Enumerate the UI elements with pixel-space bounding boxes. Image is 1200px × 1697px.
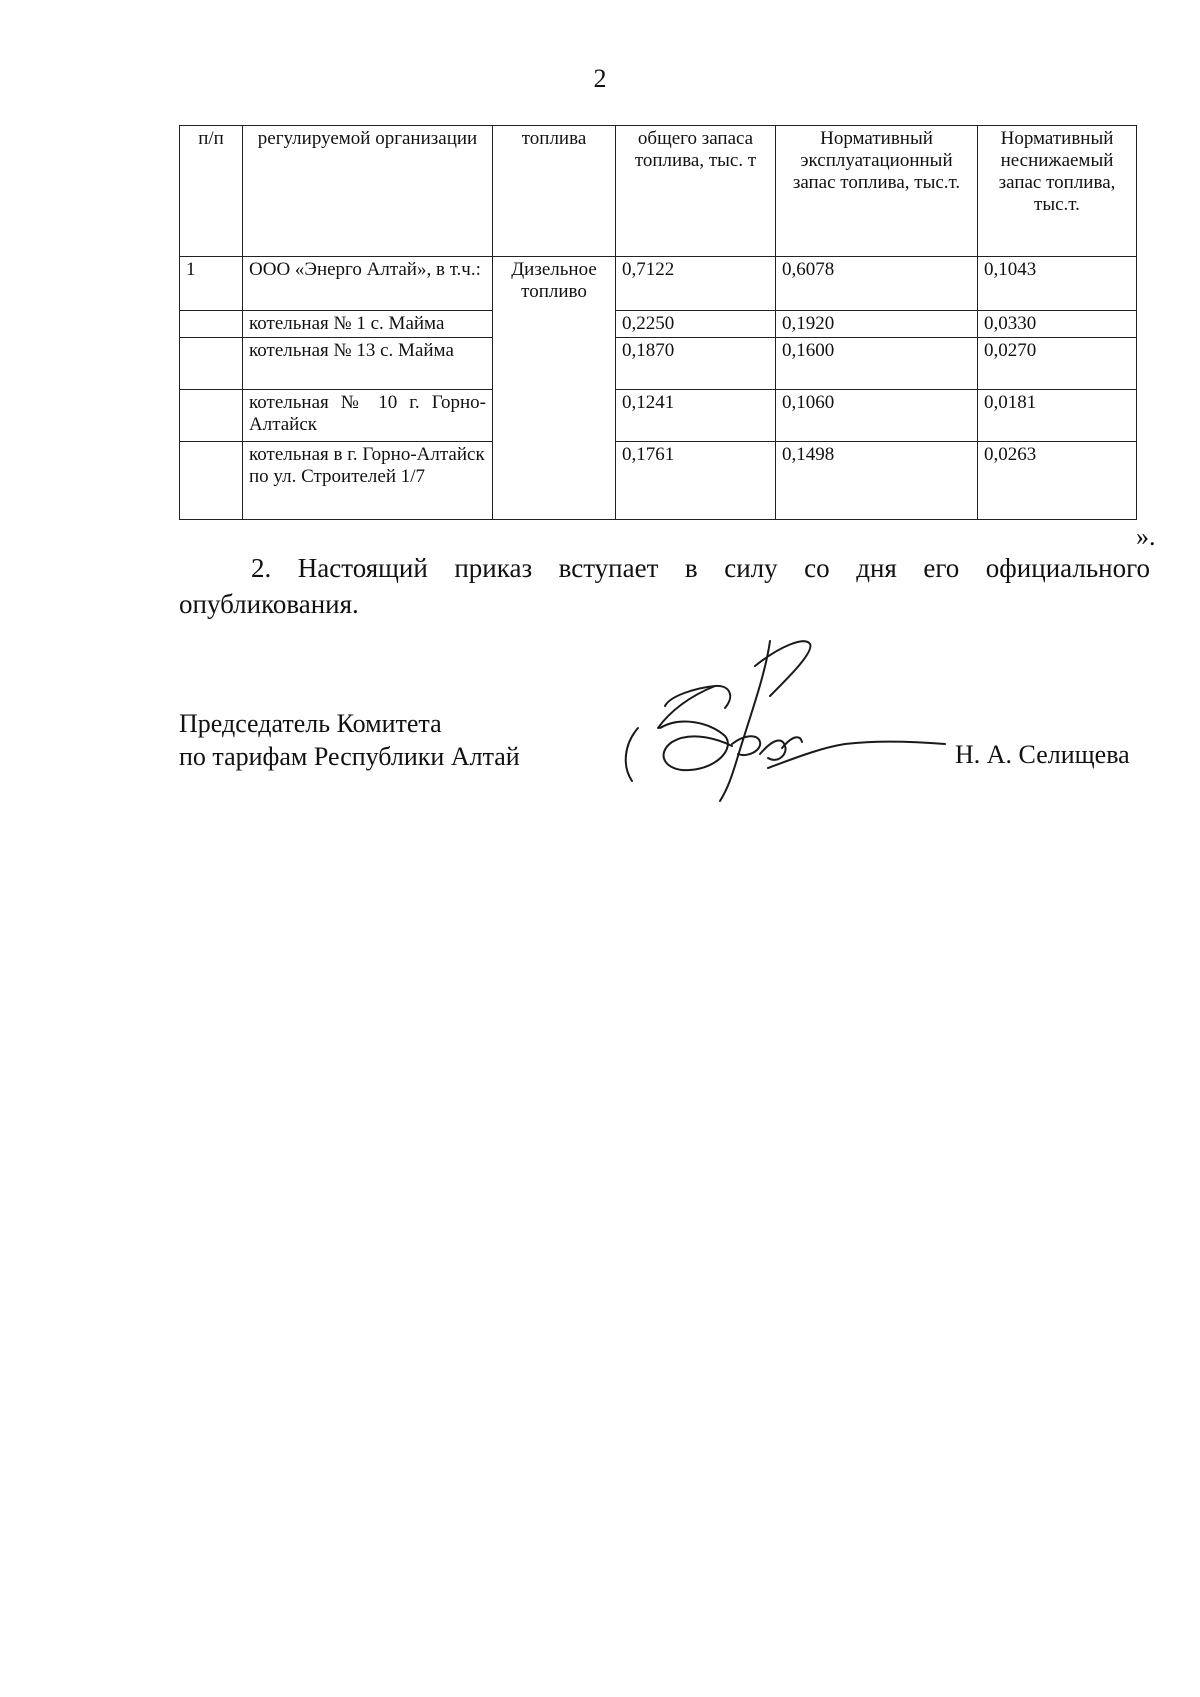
row-organization: котельная № 1 с. Майма — [243, 311, 493, 338]
signatory-title — [179, 707, 520, 773]
row-minimum-reserve: 0,0330 — [978, 311, 1137, 338]
row-operational-reserve: 0,1060 — [776, 390, 978, 442]
row-organization: ООО «Энерго Алтай», в т.ч.: — [243, 257, 493, 311]
row-operational-reserve: 0,1600 — [776, 338, 978, 390]
table-row — [180, 311, 1137, 338]
signatory-title-line2: по тарифам Республики Алтай — [179, 742, 520, 771]
order-paragraph — [179, 550, 1150, 622]
row-minimum-reserve: 0,0270 — [978, 338, 1137, 390]
table-row — [180, 390, 1137, 442]
row-number — [180, 311, 243, 338]
table-row — [180, 338, 1137, 390]
signatory-name: Н. А. Селищева — [955, 740, 1130, 769]
row-minimum-reserve: 0,0181 — [978, 390, 1137, 442]
row-total-reserve: 0,1761 — [616, 442, 776, 520]
handwritten-signature — [620, 636, 950, 806]
row-number — [180, 338, 243, 390]
header-cell-fuel-type: топлива — [493, 126, 616, 257]
table-row — [180, 442, 1137, 520]
header-cell-organization: регулируемой организации — [243, 126, 493, 257]
row-organization: котельная в г. Горно-Алтайск — [249, 444, 485, 465]
row-operational-reserve: 0,1498 — [776, 442, 978, 520]
row-minimum-reserve: 0,0263 — [978, 442, 1137, 520]
row-total-reserve: 0,2250 — [616, 311, 776, 338]
row-operational-reserve: 0,6078 — [776, 257, 978, 311]
row-total-reserve: 0,1241 — [616, 390, 776, 442]
closing-quote: ». — [1136, 522, 1156, 551]
row-organization-cell — [243, 442, 493, 520]
fuel-reserve-table — [179, 125, 1137, 520]
row-operational-reserve: 0,1920 — [776, 311, 978, 338]
row-total-reserve: 0,7122 — [616, 257, 776, 311]
header-cell-operational-reserve: Нормативный эксплуатационный запас топлива, тыс.т. — [776, 126, 978, 257]
table-header-row — [180, 126, 1137, 257]
row-number: 1 — [180, 257, 243, 311]
header-cell-number: п/п — [180, 126, 243, 257]
row-organization-address: по ул. Строителей 1/7 — [249, 466, 426, 487]
row-organization: котельная № 13 с. Майма — [243, 338, 493, 390]
page-number: 2 — [593, 64, 607, 93]
header-cell-total-reserve: общего запаса топлива, тыс. т — [616, 126, 776, 257]
header-cell-minimum-reserve: Нормативный неснижаемый запас топлива, тыс.т. — [978, 126, 1137, 257]
row-minimum-reserve: 0,1043 — [978, 257, 1137, 311]
row-organization: котельная № 10 г. Горно-Алтайск — [243, 390, 493, 442]
signatory-title-line1: Председатель Комитета — [179, 709, 442, 738]
table-row — [180, 257, 1137, 311]
paragraph-text: 2. Настоящий приказ вступает в силу со дня его официального опубликования. — [179, 553, 1150, 619]
row-number — [180, 442, 243, 520]
row-number — [180, 390, 243, 442]
row-total-reserve: 0,1870 — [616, 338, 776, 390]
fuel-type-cell: Дизельное топливо — [493, 257, 616, 520]
